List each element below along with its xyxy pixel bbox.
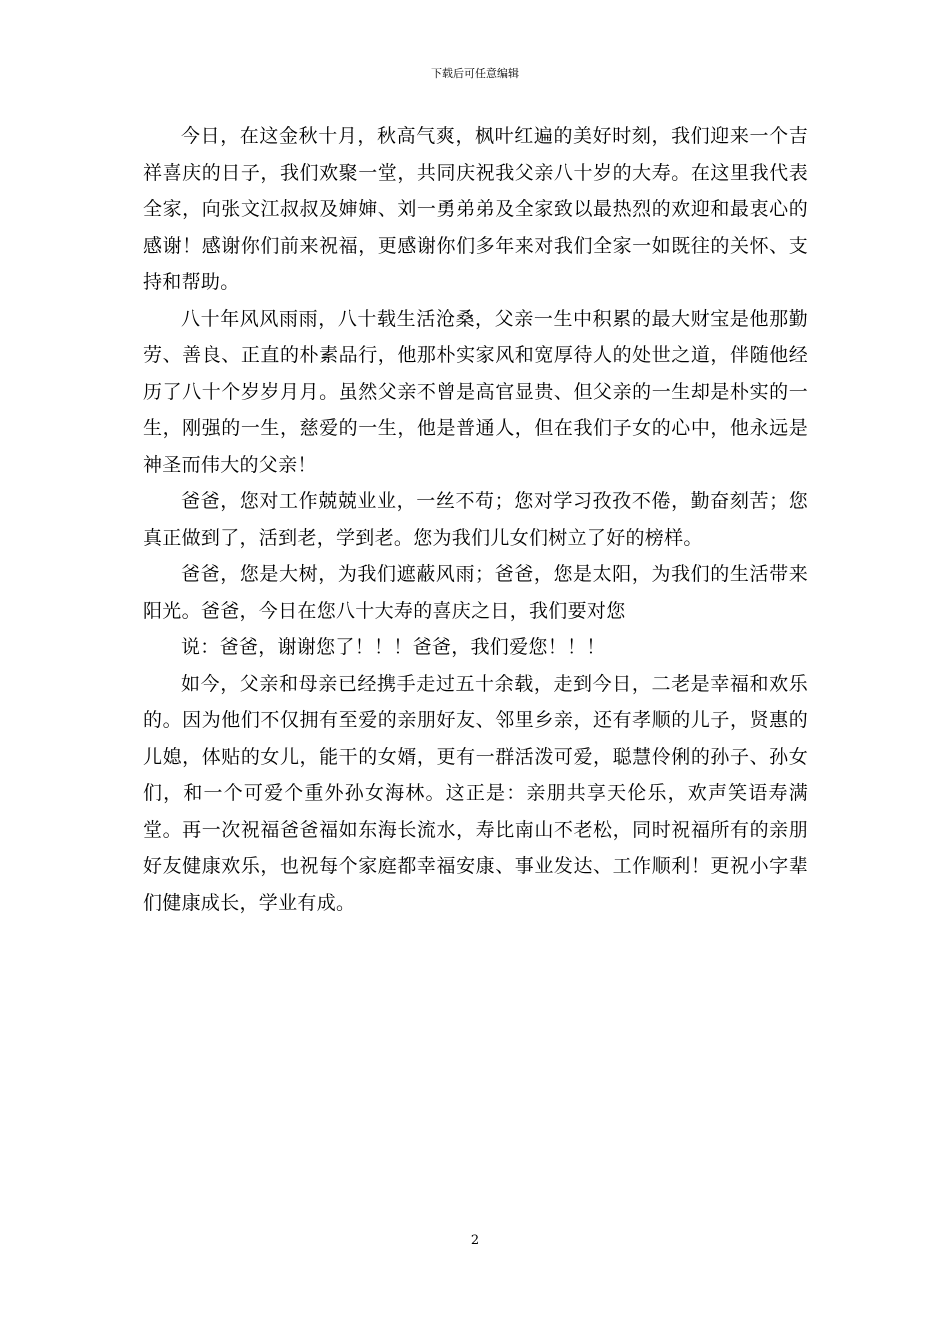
page-header: 下载后可任意编辑: [431, 67, 519, 80]
paragraph: 爸爸，您是大树，为我们遮蔽风雨；爸爸，您是太阳，为我们的生活带来阳光。爸爸，今日在您八十大寿的喜庆之日，我们要对您: [143, 563, 808, 622]
paragraph: 爸爸，您对工作兢兢业业，一丝不苟；您对学习孜孜不倦，勤奋刻苦；您真正做到了，活到老，学到老。您为我们儿女们树立了好的榜样。: [143, 490, 808, 549]
page-number: 2: [470, 1233, 480, 1248]
paragraph: 八十年风风雨雨，八十载生活沧桑，父亲一生中积累的最大财宝是他那勤劳、善良、正直的朴素品行，他那朴实家风和宽厚待人的处世之道，伴随他经历了八十个岁岁月月。虽然父亲不曾是高官显贵、但父亲的一生却是朴实的一生，刚强的一生，慈爱的一生，他是普通人，但在我们子女的心中，他永远是神圣而伟大的父亲！: [143, 307, 808, 476]
paragraph: 说：爸爸，谢谢您了！！！爸爸，我们爱您！！！: [181, 636, 606, 658]
paragraph: 如今，父亲和母亲已经携手走过五十余载，走到今日，二老是幸福和欢乐的。因为他们不仅拥有至爱的亲朋好友、邻里乡亲，还有孝顺的儿子，贤惠的儿媳，体贴的女儿，能干的女婿，更有一群活泼可爱，聪慧伶俐的孙子、孙女们，和一个可爱个重外孙女海林。这正是：亲朋共享天伦乐，欢声笑语寿满堂。再一次祝福爸爸福如东海长流水，寿比南山不老松，同时祝福所有的亲朋好友健康欢乐，也祝每个家庭都幸福安康、事业发达、工作顺利！更祝小字辈们健康成长，学业有成。: [143, 672, 808, 914]
document-body: [143, 118, 808, 921]
paragraph: 今日，在这金秋十月，秋高气爽，枫叶红遍的美好时刻，我们迎来一个吉祥喜庆的日子，我们欢聚一堂，共同庆祝我父亲八十岁的大寿。在这里我代表全家，向张文江叔叔及婶婶、刘一勇弟弟及全家致以最热烈的欢迎和最衷心的感谢！感谢你们前来祝福，更感谢你们多年来对我们全家一如既往的关怀、支持和帮助。: [143, 125, 808, 293]
